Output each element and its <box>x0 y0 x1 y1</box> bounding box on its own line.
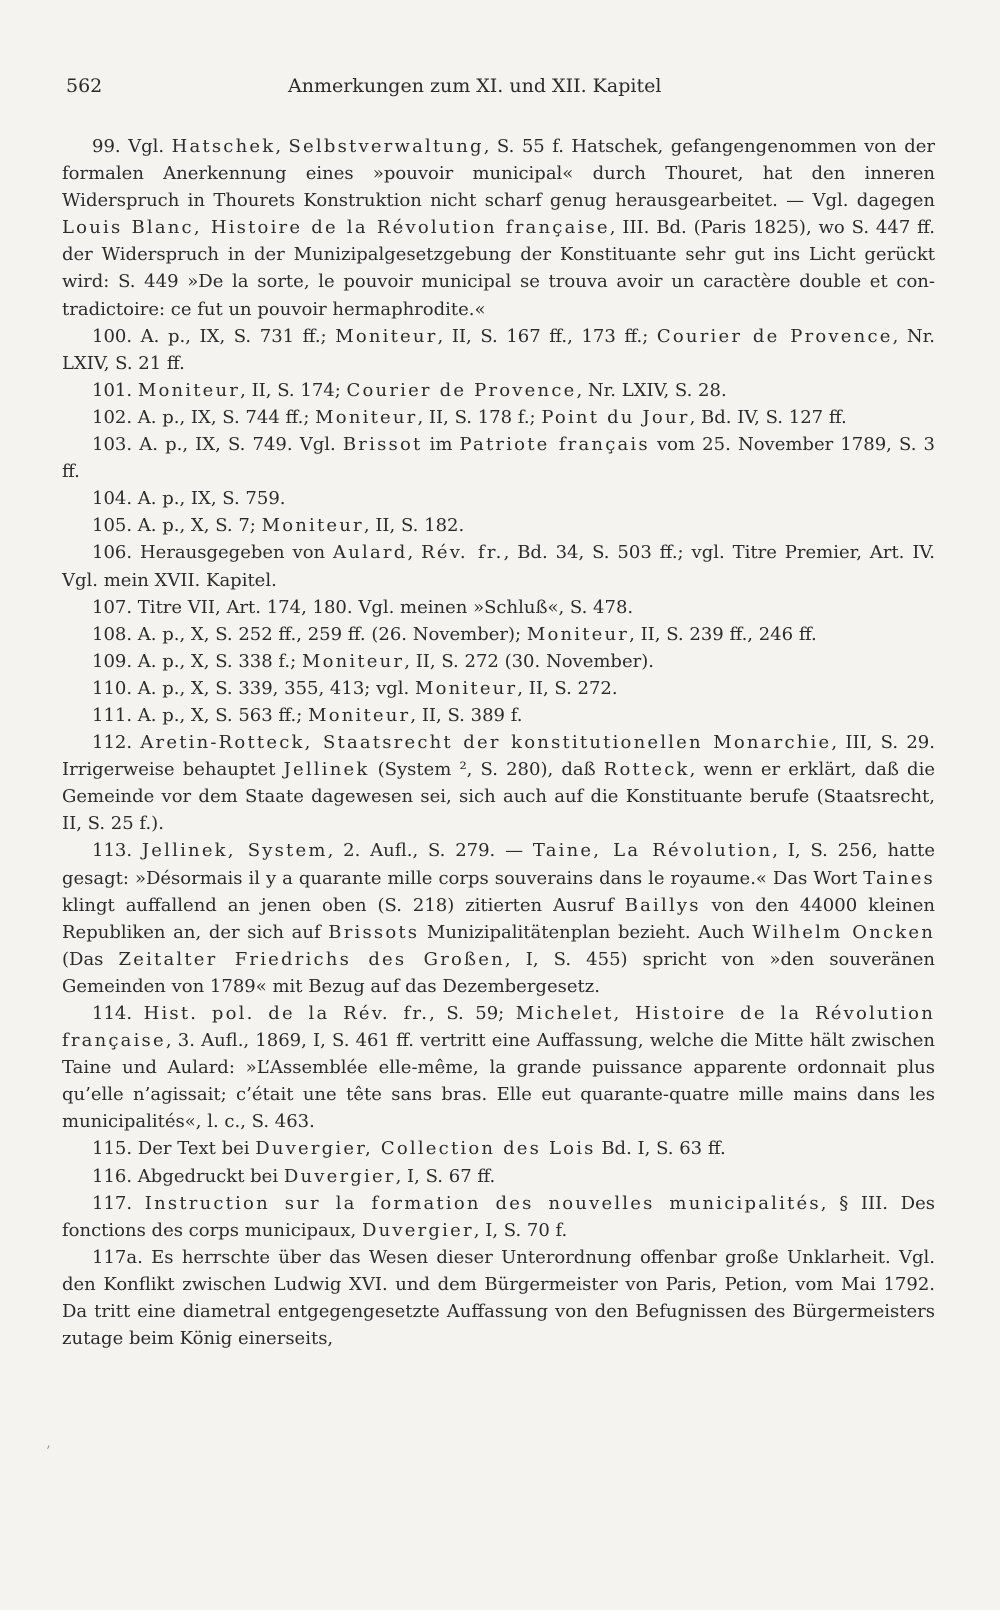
note-text: , <box>407 542 422 564</box>
note-text: 107. Titre VII, Art. 174, 180. Vgl. meinen »Schluß«, S. 478. <box>92 596 634 618</box>
spaced-name: Moniteur <box>308 704 411 726</box>
note-text: 113. <box>92 840 142 862</box>
endnote <box>62 512 935 539</box>
spaced-name: Duvergier <box>283 1165 396 1187</box>
note-text: , Bd. IV, S. 127 ff. <box>689 406 847 428</box>
note-text: , S. 55 f. Hatschek, gefangengenommen von der formalen Anerkennung eines »pouvoir municipal« durch Thouret, hat den inneren Widerspruch in Thourets Konstruktion nicht scharf genug herausgearbeitet. — Vgl. dagegen <box>62 136 935 212</box>
note-text: , III, S. 29. Irrigerweise behauptet <box>62 732 935 781</box>
note-text: 101. <box>92 379 138 401</box>
note-text: , wenn er erklärt, daß die Gemeinde vor dem Staate dagewesen sei, sich auch auf die Konstituante berufe (Staatsrecht, II, S. 25 f.). <box>62 759 935 835</box>
note-text: , <box>275 136 289 157</box>
spaced-name: Taines <box>863 867 935 889</box>
note-text: 103. A. p., IX, S. 749. Vgl. <box>92 434 343 456</box>
note-text: 102. A. p., IX, S. 744 ff.; <box>92 406 316 428</box>
spaced-name: Taine, La Révolution <box>532 840 773 862</box>
endnote <box>62 729 935 837</box>
spaced-name: Duvergier, Collection des Lois <box>255 1138 596 1160</box>
spaced-name: Hist. pol. de la Rév. fr. <box>143 1003 430 1024</box>
spaced-name: Moniteur <box>301 650 405 672</box>
note-text: Munizipalitätenplan bezieht. Auch <box>419 921 753 943</box>
note-text: 111. A. p., X, S. 563 ff.; <box>92 704 309 726</box>
endnote <box>62 1244 935 1352</box>
endnote <box>62 1135 935 1162</box>
note-text: klingt auffallend an jenen oben (S. 218) zitierten Ausruf <box>62 894 625 916</box>
note-text: 117a. Es herrschte über das Wesen dieser Unterordnung offenbar große Unklarheit. Vgl. den Konflikt zwischen Ludwig XVI. und dem Bürgermeister von Paris, Petion, vom Mai 1792. Da tritt eine diametral entgegengesetzte Auffassung von den Befugnissen des Bürgermeisters zutage beim König einerseits, <box>62 1246 935 1350</box>
endnote <box>62 133 935 323</box>
note-text: (Das <box>62 948 119 970</box>
spaced-name: Courier de Provence <box>656 325 893 347</box>
note-text: , I, S. 70 f. <box>473 1219 568 1241</box>
spaced-name: Courier de Provence <box>346 379 577 401</box>
endnote <box>62 1000 935 1135</box>
note-text: Bd. I, S. 63 ff. <box>595 1138 726 1160</box>
spaced-name: Zeitalter Friedrichs des Großen <box>118 948 505 970</box>
note-text: 117. <box>92 1192 145 1214</box>
running-head <box>66 75 936 105</box>
endnote <box>62 485 935 512</box>
note-text: , § III. Des fonctions des corps municipaux, <box>62 1192 936 1241</box>
endnote <box>62 404 935 431</box>
note-text: im <box>422 434 460 456</box>
spaced-name: Instruction sur la formation des nouvelles municipalités <box>144 1192 821 1214</box>
note-text: , II, S. 272. <box>517 677 618 699</box>
note-text: , II, S. 239 ff., 246 ff. <box>629 623 817 645</box>
spaced-name: Wilhelm Oncken <box>752 921 935 943</box>
margin-mark: ’ <box>46 1444 51 1460</box>
spaced-name: Aulard <box>333 542 408 564</box>
endnote <box>62 539 935 593</box>
endnote <box>62 377 935 404</box>
endnote <box>62 702 935 729</box>
note-text: , S. 59; <box>429 1003 516 1024</box>
endnote <box>62 675 935 702</box>
spaced-name: Rotteck <box>603 759 690 781</box>
spaced-name: Brissots <box>328 921 420 943</box>
note-text: vom 25. November 1789, S. 3 ff. <box>62 434 936 483</box>
note-text: , 2. Aufl., S. 279. — <box>327 840 533 862</box>
note-text: 104. A. p., IX, S. 759. <box>92 488 286 510</box>
spaced-name: Aretin-Rotteck, Staatsrecht der konstitutionellen Monarchie <box>140 732 832 754</box>
spaced-name: Moniteur <box>315 406 418 428</box>
spaced-name: Baillys <box>624 894 701 916</box>
note-text: , II, S. 182. <box>363 515 465 537</box>
endnote <box>62 648 935 675</box>
note-text: 106. Herausgegeben von <box>92 542 334 564</box>
note-text: , II, S. 174; <box>240 379 347 401</box>
note-text: 100. A. p., IX, S. 731 ff.; <box>92 325 336 347</box>
note-text: von den 44000 kleinen Republiken an, der sich auf <box>62 894 935 943</box>
note-text: 115. Der Text bei <box>92 1138 256 1160</box>
note-text: 105. A. p., X, S. 7; <box>92 515 262 537</box>
note-text: 116. Abgedruckt bei <box>92 1165 284 1187</box>
spaced-name: Selbstverwaltung <box>288 136 484 157</box>
spaced-name: Duvergier <box>361 1219 474 1241</box>
endnote <box>62 1163 935 1190</box>
page-number: 562 <box>66 75 103 97</box>
endnote <box>62 323 935 377</box>
endnote <box>62 594 935 621</box>
note-text: 112. <box>92 732 141 754</box>
spaced-name: Moniteur <box>414 677 518 699</box>
note-text: , II, S. 167 ff., 173 ff.; <box>437 325 657 347</box>
note-text: , II, S. 272 (30. November). <box>404 650 654 672</box>
note-text: 99. Vgl. <box>92 136 172 157</box>
note-text: 110. A. p., X, S. 339, 355, 413; vgl. <box>92 677 415 699</box>
note-text: (System ², S. 280), daß <box>369 759 604 781</box>
note-text: , Bd. 34, S. 503 ff.; vgl. Titre Premier, Art. IV. Vgl. mein XVII. Kapitel. <box>62 542 935 591</box>
note-text: , II, S. 178 f.; <box>417 406 542 428</box>
spaced-name: Moniteur <box>261 515 364 537</box>
note-text: , I, S. 455) spricht von »den souveränen Gemeinden von 1789« mit Bezug auf das Dezembergesetz. <box>62 948 935 997</box>
spaced-name: Brissot <box>342 434 423 456</box>
note-text: , Nr. LXIV, S. 28. <box>576 379 727 401</box>
note-text: , II, S. 389 f. <box>410 704 523 726</box>
running-title: Anmerkungen zum XI. und XII. Kapitel <box>288 75 662 97</box>
spaced-name: Point du Jour <box>541 406 690 428</box>
endnote <box>62 1190 935 1244</box>
note-text: , III. Bd. (Paris 1825), wo S. 447 ff. der Widerspruch in der Munizipalgesetzgebung der Konstituante sehr gut ins Licht gerückt wird: S. 449 »De la sorte, le pouvoir municipal se trouva avoir un caractère double et contradictoire: ce fut un pouvoir hermaphrodite.« <box>62 217 936 320</box>
endnote <box>62 431 935 485</box>
spaced-name: Louis Blanc, Histoire de la Révolution française <box>62 217 610 239</box>
note-text: , I, S. 256, hatte gesagt: »Désormais il y a quarante mille corps souverains dans le royaume.« Das Wort <box>62 840 935 889</box>
note-text: , 3. Aufl., 1869, I, S. 461 ff. vertritt eine Auffassung, welche die Mitte hält zwischen Taine und Aulard: »L’Assemblée elle-même, la grande puissance apparente ordonnait plus qu’elle n’agissait; c’était une tête sans bras. Elle eut quarante-quatre mille mains dans les municipalités«, l. c., S. 463. <box>62 1030 935 1133</box>
spaced-name: Hatschek <box>171 136 276 157</box>
spaced-name: Moniteur <box>335 325 438 347</box>
spaced-name: Moniteur <box>137 379 241 401</box>
spaced-name: Rév. fr. <box>421 542 504 564</box>
spaced-name: Patriote français <box>459 434 650 456</box>
note-text: 114. <box>92 1003 144 1024</box>
spaced-name: Moniteur <box>526 623 630 645</box>
endnote <box>62 621 935 648</box>
endnote <box>62 837 935 1000</box>
note-text: 109. A. p., X, S. 338 f.; <box>92 650 302 672</box>
spaced-name: Jellinek, System <box>141 840 328 862</box>
spaced-name: Jellinek <box>283 759 370 781</box>
spaced-name: Michelet, Histoire de la Révolution française <box>62 1003 935 1052</box>
endnotes-list <box>62 133 935 1352</box>
note-text: , Nr. LXIV, S. 21 ff. <box>62 325 935 374</box>
note-text: , I, S. 67 ff. <box>395 1165 496 1187</box>
note-text: 108. A. p., X, S. 252 ff., 259 ff. (26. November); <box>92 623 527 645</box>
